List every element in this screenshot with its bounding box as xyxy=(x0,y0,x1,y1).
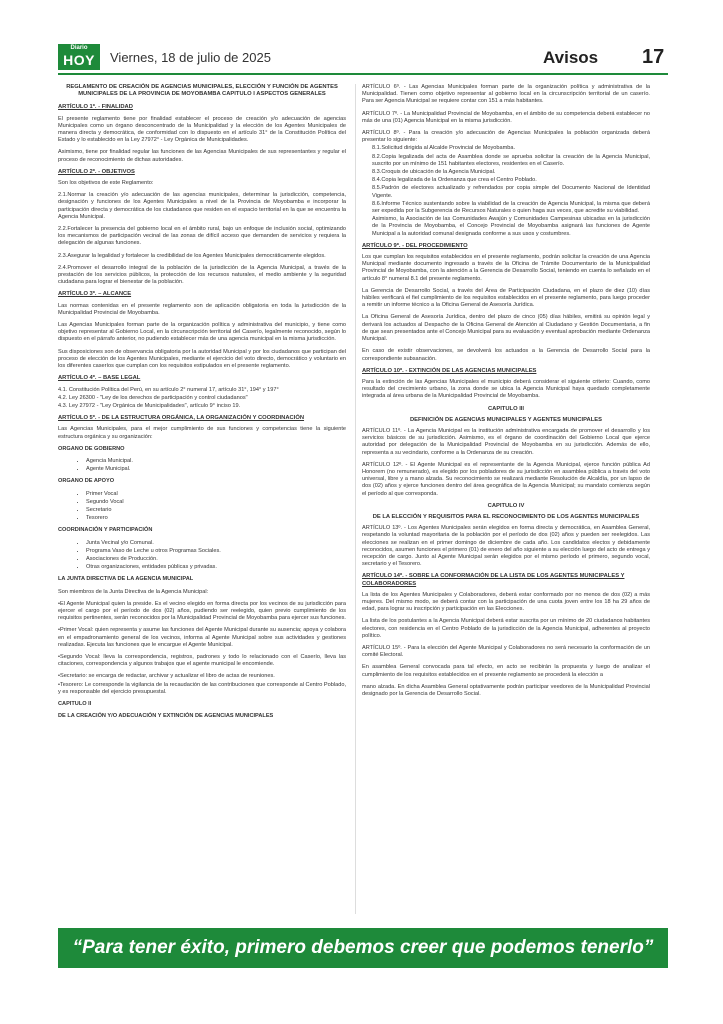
requirement-item: 8.6.Informe Técnico sustentando sobre la viabilidad de la creación de Agencia Municipal, la misma que deberá ser expedida por la Subgerencia de Recursos Naturales o quien haga sus veces, que acredite su viabilidad. xyxy=(372,200,650,215)
list-item: • Agencia Municipal. xyxy=(86,458,346,465)
article-15-paragraph: mano alzada. En dicha Asamblea General optativamente podrán participar veedores de la Municipalidad Provincial designado por la Gerencia de Desarrollo Social. xyxy=(362,683,650,698)
requirement-item: 8.2.Copia legalizada del acta de Asamblea donde se aprueba solicitar la creación de la Agencia Municipal, suscrito por un mínimo de 151 habitantes electores, residentes en el Caserío. xyxy=(372,153,650,167)
article-2-paragraph: 2.1.Normar la creación y/o adecuación de las agencias municipales, determinar la jurisdicción, competencia, designación y funciones de los Agentes Municipales a nivel de la Provincia de Moyobamba e incorporar la participación directa y democrática de los ciudadanos que residen en el espacio territorial en la que se encuentra la Agencia Municipal. xyxy=(58,192,346,220)
legal-basis-item: 4.2. Ley 26300 - "Ley de los derechos de participación y control ciudadanos" xyxy=(58,394,248,401)
article-3-paragraph: Las normas contenidas en el presente reglamento son de aplicación obligatoria en toda la jurisdicción de la Municipalidad Provincial de Moyobamba. xyxy=(58,302,346,316)
article-9-paragraph: Los que cumplan los requisitos establecidos en el presente reglamento, podrán solicitar la creación de una Agencia Municipal mediante documento ingresado a través de la Oficina de Trámite Documentario de la Municipalidad Provincial de Moyobamba, con la atención a la Gerencia de Desarrollo Social, teniendo en cuenta lo señalado en el artículo 8° numeral 8.1 del presente reglamento. xyxy=(362,254,650,282)
list-item: • Asociaciones de Producción. xyxy=(86,556,346,563)
article-5-paragraph: Las Agencias Municipales, para el mejor cumplimiento de sus funciones y competencias tiene la siguiente estructura orgánica y su organización: xyxy=(58,426,346,440)
header-divider xyxy=(58,73,668,75)
article-9-heading: ARTÍCULO 9º. - DEL PROCEDIMIENTO xyxy=(362,242,468,249)
article-9-paragraph: La Gerencia de Desarrollo Social, a través del Área de Participación Ciudadana, en el plazo de diez (10) días hábiles verificará el fiel cumplimiento de los requisitos establecidos en el presente reglamento, para luego proceder a remitir un informe técnico a la Oficina General de Asesoría Jurídica. xyxy=(362,287,650,309)
issue-date: Viernes, 18 de julio de 2025 xyxy=(110,50,271,65)
article-15-paragraph: ARTÍCULO 15º. - Para la elección del Agente Municipal y Colaboradores no será necesario la conformación de un comité Electoral. xyxy=(362,645,650,659)
list-item: • Agente Municipal. xyxy=(86,466,346,473)
article-14-paragraph: La lista de los Agentes Municipales y Colaboradores, deberá estar conformado por no menos de dos (02) a más mujeres. Del mismo modo, se deberá contar con la participación de una cuota joven entre los 18 ha 29 años de edad, para lograr su inscripción y participación en las Elecciones. xyxy=(362,591,650,613)
footer-quote-banner xyxy=(58,928,668,968)
right-column xyxy=(362,84,650,914)
organ-list xyxy=(58,540,346,572)
article-2-heading: ARTÍCULO 2º. - OBJETIVOS xyxy=(58,168,135,175)
chapter-title: DEFINICIÓN DE AGENCIAS MUNICIPALES Y AGENTES MUNICIPALES xyxy=(409,416,603,423)
chapter-title: DE LA ELECCIÓN Y REQUISITOS PARA EL RECONOCIMIENTO DE LOS AGENTES MUNICIPALES xyxy=(372,513,640,520)
legal-basis-item: 4.3. Ley 27972 - "Ley Orgánica de Municipalidades", artículo 9° inciso 19. xyxy=(58,402,241,409)
list-item: • Secretario xyxy=(86,507,346,514)
article-15-paragraph: En asamblea General convocada para tal efecto, en acto se recibirán la propuesta y luego de analizar el cumplimiento de los requisitos establecidos en el presente reglamento se procederá la elección a xyxy=(362,664,650,678)
article-2-paragraph: 2.4.Promover el desarrollo integral de la población de la jurisdicción de la Agencia Municipal, a través de la prestación de los servicios públicos, la protección de los recursos naturales, el medio ambiente y la seguridad ciudadana para lograr el bienestar de la población. xyxy=(58,264,346,286)
footer-quote: “Para tener éxito, primero debemos creer que podemos tenerlo” xyxy=(72,937,654,958)
list-item: • Primer Vocal xyxy=(86,491,346,498)
logo-main-text: HOY xyxy=(63,52,95,68)
article-3-heading: ARTÍCULO 3º. – ALCANCE xyxy=(58,291,132,298)
article-3-paragraph: Sus disposiciones son de observancia obligatoria por la autoridad Municipal y por los ciudadanos que participan del proceso de elección de los Agentes Municipales, mediante el ejercicio del voto directo, democrático y voluntario en los diferentes caseríos que cumplan con los requisitos estipulados en el presente reglamento. xyxy=(58,348,346,370)
junta-paragraph: •Secretario: se encarga de redactar, archivar y actualizar el libro de actas de reuniones. xyxy=(58,673,275,680)
document-title: REGLAMENTO DE CREACIÓN DE AGENCIAS MUNICIPALES, ELECCIÓN Y FUNCIÓN DE AGENTES MUNICIPALES DE LA PROVINCIA DE MOYOBAMBA CAPITULO I ASPECTOS GENERALES xyxy=(66,84,338,98)
logo-top-text: Diario xyxy=(70,45,88,51)
junta-paragraph: •Primer Vocal: quien representa y asume las funciones del Agente Municipal durante su ausencia; apoya y colabora en el empadronamiento general de los vecinos, informa al Agente Municipal sobre sus actividades y gestiones realizadas. Ejecuta las funciones que le encargue el Agente Municipal. xyxy=(58,627,346,648)
chapter-heading: CAPITULO III xyxy=(487,405,525,412)
list-item: • Junta Vecinal y/o Comunal. xyxy=(86,540,346,547)
article-7-paragraph: ARTÍCULO 7º. - La Municipalidad Provincial de Moyobamba, en el ámbito de su competencia deberá establecer no más de una (01) Agencia Municipal en la misma jurisdicción. xyxy=(362,110,650,124)
list-item: • Tesorero xyxy=(86,515,346,522)
article-2-paragraph: 2.3.Asegurar la legalidad y fortalecer la credibilidad de los Agentes Municipales democráticamente elegidos. xyxy=(58,252,326,259)
article-2-paragraph: Son los objetivos de este Reglamento: xyxy=(58,180,154,187)
organ-heading: ORGANO DE GOBIERNO xyxy=(58,445,125,452)
article-1-heading: ARTÍCULO 1º. - FINALIDAD xyxy=(58,104,133,111)
requirement-item: 8.4.Copia legalizada de la Ordenanza que crea el Centro Poblado. xyxy=(372,177,537,184)
left-column xyxy=(58,84,346,914)
article-1-paragraph: El presente reglamento tiene por finalidad establecer el proceso de creación y/o adecuación de agencias Municipales como un órgano desconcentrado de la Municipalidad y la elección de los Agentes Municipales de manera directa y democrática, de conformidad con lo dispuesto en el artículo 31° de la Constitución Política del Estado y lo establecido en la Ley 27972° - Ley Orgánica de Municipalidades. xyxy=(58,115,346,144)
column-divider xyxy=(355,84,356,914)
article-13-paragraph: ARTÍCULO 13º. - Los Agentes Municipales serán elegidos en forma directa y democrática, en Asamblea General, respetando la voluntad mayoritaria de la población por el período de dos (02) años y pueden ser reelegidos. Las elecciones se realizan en el primer domingo de diciembre de cada año. Los candidatos electos y debidamente reconocidos, asumen funciones el primero (01) de enero del año siguiente a su elección luego del acto de entrega y recepción de cargo. Junto al Agente Municipal serán elegidos por el mismo período el primero, segundo vocal, secretario y el Tesorero. xyxy=(362,525,650,568)
organ-list xyxy=(58,458,346,473)
article-8-paragraph: ARTÍCULO 8º. - Para la creación y/o adecuación de Agencias Municipales la población organizada deberá presentar lo siguiente: xyxy=(362,130,650,144)
chapter-title: DE LA CREACIÓN Y/O ADECUACIÓN Y EXTINCIÓN DE AGENCIAS MUNICIPALES xyxy=(58,713,274,720)
requirement-item: Asimismo, la Asociación de las Comunidades Awajún y Comunidades Campesinas ubicadas en la jurisdicción de la Provincia de Moyobamba, el Concejo Provincial de Moyobamba asignará las funciones de Agente Municipal a la autoridad comunal designada conforme a sus usos y costumbres. xyxy=(372,216,650,237)
list-item: • Programa Vaso de Leche u otros Programas Sociales. xyxy=(86,548,346,555)
chapter-heading: CAPITULO II xyxy=(58,701,92,707)
article-12-paragraph: ARTÍCULO 12º. - El Agente Municipal es el representante de la Agencia Municipal, ejerce función pública Ad Honorem (no remunerado), es elegido por los pobladores de su jurisdicción en asamblea pública a través del voto universal, libre y a mano alzada. Su reconocimiento se realizará mediante Resolución de Alcaldía, por un lapso de dos (02) años y ejerce funciones dentro del área geográfica de la Agencia Municipal; su mandato comienza según el período al que corresponda. xyxy=(362,461,650,497)
junta-heading: LA JUNTA DIRECTIVA DE LA AGENCIA MUNICIPAL xyxy=(58,576,194,583)
junta-paragraph: •El Agente Municipal quien la preside. Es el vecino elegido en forma directa por los vecinos de su jurisdicción para ejercer el cargo por el período de dos (02) años, pudiendo ser reelegido, quien previo cumplimiento de los requisitos pertinentes, serán reconocidos por la Municipalidad Provincial de Moyobamba para ejercer sus funciones. xyxy=(58,600,346,622)
organ-list xyxy=(58,491,346,523)
page-header xyxy=(58,44,668,70)
article-14-heading: ARTÍCULO 14º. - SOBRE LA CONFORMACIÓN DE LA LISTA DE LOS AGENTES MUNICIPALES Y COLABORADORES xyxy=(362,573,625,587)
list-item: • Otras organizaciones, entidades públicas y privadas. xyxy=(86,564,346,571)
junta-paragraph: •Tesorero: Le corresponde la vigilancia de la recaudación de las contribuciones que corresponde al Centro Poblado, y es responsable del ejercicio presupuestal. xyxy=(58,681,346,695)
page-number: 17 xyxy=(642,46,665,68)
organ-heading: ORGANO DE APOYO xyxy=(58,478,115,485)
article-5-heading: ARTÍCULO 5º. - DE LA ESTRUCTURA ORGÁNICA, LA ORGANIZACIÓN Y COORDINACIÓN xyxy=(58,415,305,422)
article-2-paragraph: 2.2.Fortalecer la presencia del gobierno local en el ámbito rural, bajo un enfoque de inclusión social, optimizando los mecanismos de participación vecinal de las zonas de difícil acceso que demanden de servicios y requiera la delegación de algunas funciones. xyxy=(58,226,346,247)
article-3-paragraph: Las Agencias Municipales forman parte de la organización política y administrativa del municipio, y tiene como objetivo representar al Gobierno Local, en la circunscripción territorial del Caserío, legalmente reconocido, según lo dispuesto en el párrafo anterior, no pudiendo establecer más de una agencia municipal en la misma jurisdicción. xyxy=(58,322,346,343)
article-4-heading: ARTÍCULO 4º. – BASE LEGAL xyxy=(58,375,141,382)
article-11-paragraph: ARTÍCULO 11º. - La Agencia Municipal es la institución administrativa encargada de promover el desarrollo y los servicios básicos de su jurisdicción. Asimismo, es el órgano de coordinación del Gobierno Local que ejerce autoridad por delegación de la Municipalidad Provincial de Moyobamba en su jurisdicción. Además de ello, representa a su vecindario, conforme a la Ordenanza de su creación. xyxy=(362,427,650,456)
junta-paragraph: Son miembros de la Junta Directiva de la Agencia Municipal: xyxy=(58,588,209,595)
article-1-paragraph: Asimismo, tiene por finalidad regular las funciones de las Agencias Municipales de sus representantes y regular el proceso de reconocimiento de dichas autoridades. xyxy=(58,149,346,163)
section-title: Avisos xyxy=(543,48,599,67)
requirement-item: 8.5.Padrón de electores actualizado y refrendados por copia simple del Documento Nacional de Identidad Vigente. xyxy=(372,185,650,199)
article-9-paragraph: La Oficina General de Asesoría Jurídica, dentro del plazo de cinco (05) días hábiles, emitirá su opinión legal y derivará los actuados al Despacho de la Oficina General de Atención al Ciudadano y Gestión Documentaria, a fin de que sean presentados ante el Concejo Municipal para su evaluación y eventual aprobación mediante Ordenanza Municipal. xyxy=(362,314,650,343)
legal-basis-item: 4.1. Constitución Política del Perú, en su artículo 2° numeral 17, artículo 31°, 194° y 197° xyxy=(58,386,279,393)
article-14-paragraph: La lista de los postulantes a la Agencia Municipal deberá estar suscrita por un mínimo de 20 ciudadanos habitantes electores, con residencia en el Centro Poblado de la jurisdicción de la Agencia Municipal, adherentes al proyecto político. xyxy=(362,618,650,639)
requirement-item: 8.1.Solicitud dirigida al Alcalde Provincial de Moyobamba. xyxy=(372,145,516,152)
article-9-paragraph: En caso de existir observaciones, se devolverá los actuados a la Gerencia de Desarrollo Social para la correspondiente subsanación. xyxy=(362,348,650,362)
article-6-paragraph: ARTÍCULO 6º. - Las Agencias Municipales forman parte de la organización política y administrativa de la Municipalidad. Tienen como objetivo representar al gobierno local en la circunscripción territorial de un caserío. Para ser Agencia Municipal se requiere contar con 151 a más habitantes. xyxy=(362,84,650,105)
chapter-heading: CAPITULO IV xyxy=(487,502,525,509)
article-10-paragraph: Para la extinción de las Agencias Municipales el municipio deberá considerar el siguiente criterio: Cuando, como resultado del crecimiento urbano, la zona donde se ubica la Agencia Municipal haya quedado completamente integrada al área urbana de la Municipalidad Provincial de Moyobamba. xyxy=(362,378,650,400)
requirement-item: 8.3.Croquis de ubicación de la Agencia Municipal. xyxy=(372,169,496,176)
list-item: • Segundo Vocal xyxy=(86,499,346,506)
organ-heading: COORDINACIÓN Y PARTICIPACIÓN xyxy=(58,527,153,534)
junta-paragraph: •Segundo Vocal: lleva la correspondencia, registros, padrones y todo lo relacionado con el Caserío, lleva las citaciones, correspondencia y algunos trabajos que el agente municipal le encomiende. xyxy=(58,653,346,668)
article-10-heading: ARTÍCULO 10º. - EXTINCIÓN DE LAS AGENCIAS MUNICIPALES xyxy=(362,367,537,374)
newspaper-logo xyxy=(58,44,100,70)
